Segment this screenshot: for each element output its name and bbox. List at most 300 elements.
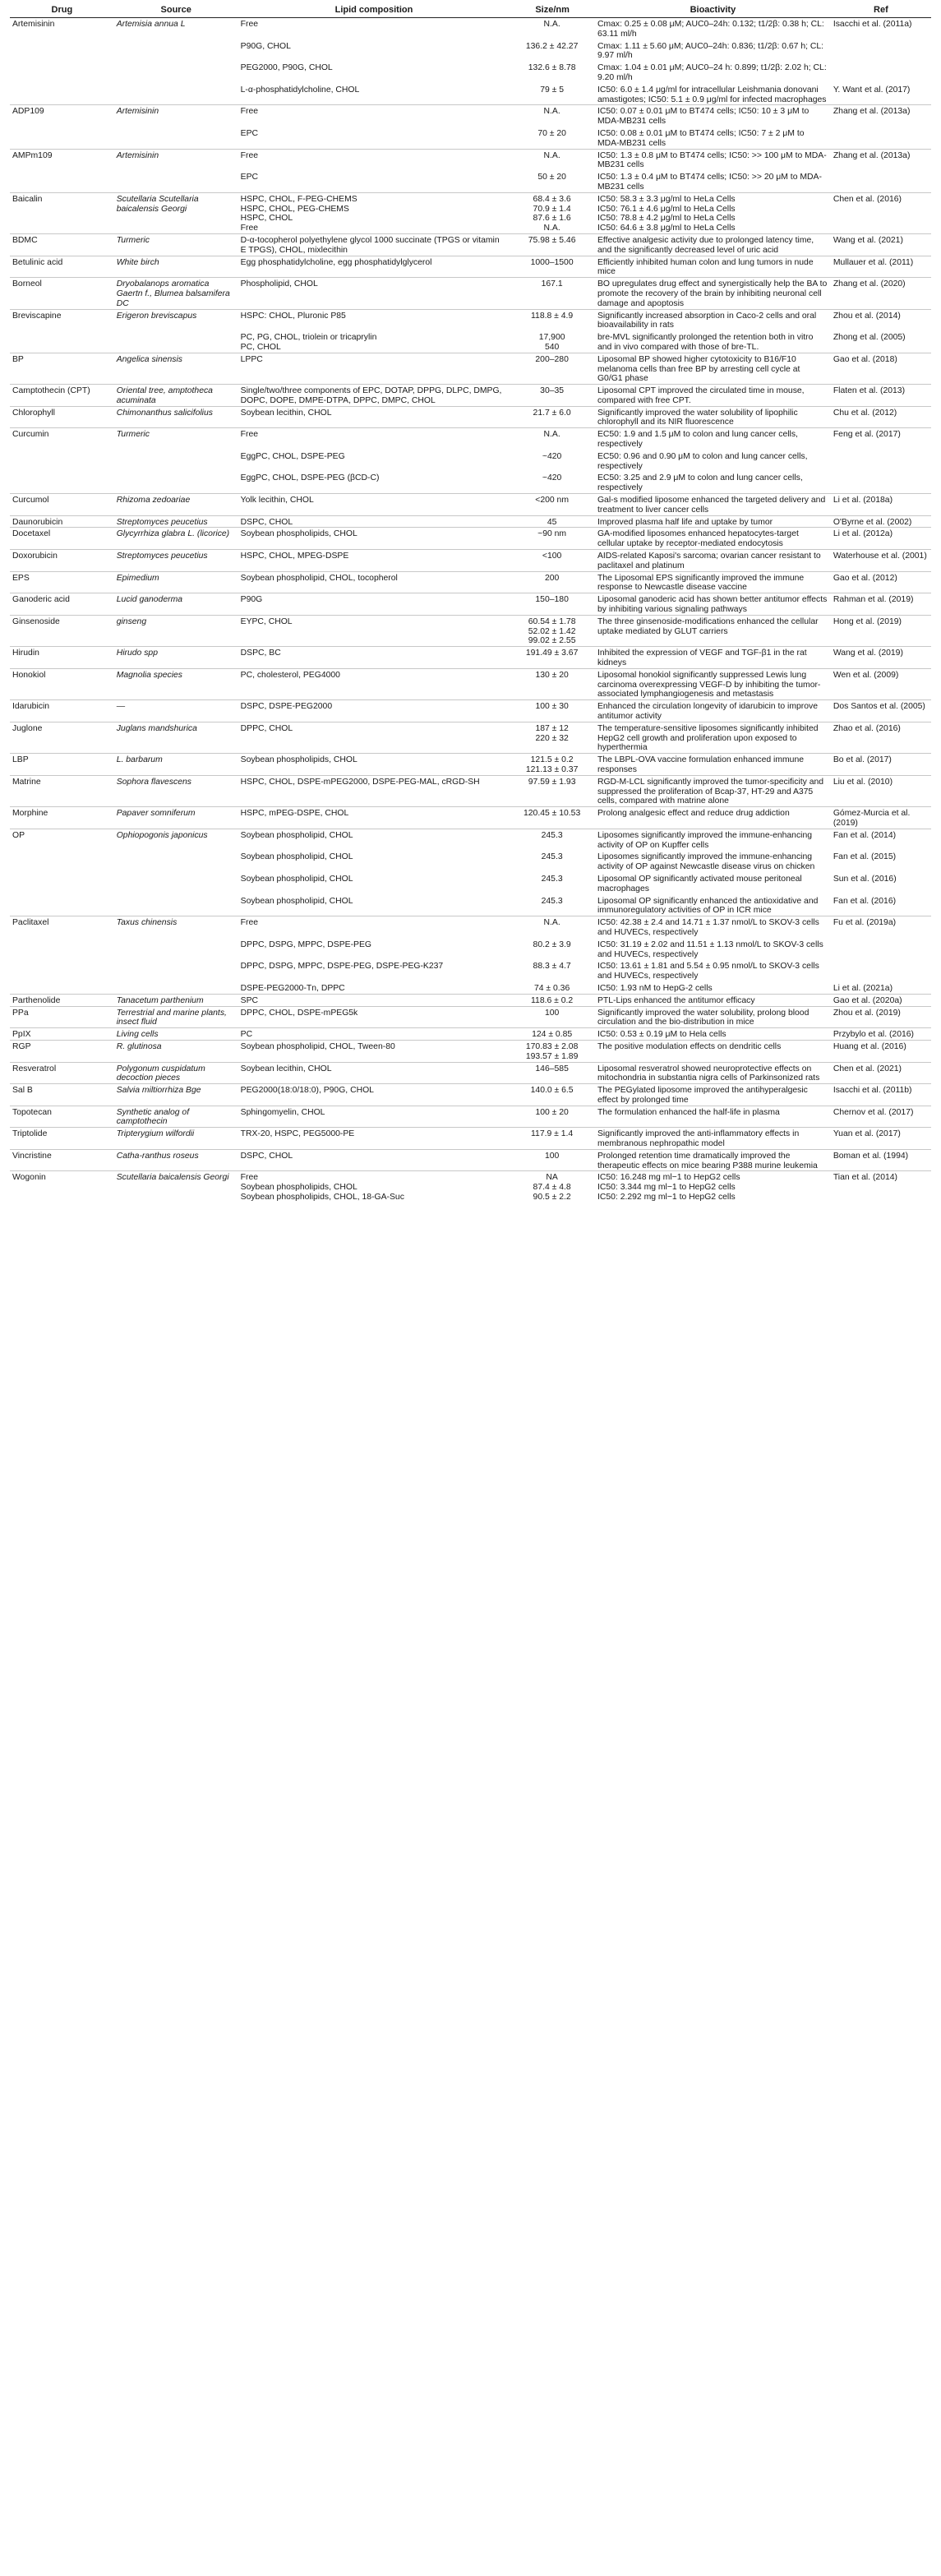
table-row	[10, 428, 931, 450]
table-row	[10, 494, 931, 516]
cell-ref	[831, 938, 931, 960]
table-row	[10, 1171, 931, 1203]
cell-drug: Curcumin	[10, 428, 114, 450]
table-row	[10, 233, 931, 256]
header-ref: Ref	[831, 2, 931, 18]
cell-lipid-composition: Free	[238, 428, 510, 450]
cell-drug	[10, 330, 114, 353]
cell-lipid-composition: EPC	[240, 128, 259, 138]
cell-bioactivity: The positive modulation effects on dendritic cells	[595, 1040, 831, 1062]
cell-lipid-composition: DPPC, CHOL	[238, 722, 510, 753]
cell-bioactivity: PTL-Lips enhanced the antitumor efficacy	[595, 994, 831, 1006]
cell-ref: Li et al. (2021a)	[833, 983, 893, 993]
cell-lipid-composition: DPPC, DSPG, MPPC, DSPE-PEG	[240, 939, 371, 949]
cell-source	[114, 894, 238, 916]
cell-source: White birch	[114, 256, 238, 278]
cell-source	[114, 83, 238, 105]
cell-source: Polygonum cuspidatum decoction pieces	[114, 1062, 238, 1084]
cell-size	[510, 615, 595, 646]
cell-bioactivity	[595, 1171, 831, 1203]
cell-ref	[831, 471, 931, 493]
cell-ref: Dos Santos et al. (2005)	[831, 700, 931, 722]
cell-source: Tanacetum parthenium	[114, 994, 238, 1006]
cell-ref: Isacchi et al. (2011a)	[831, 18, 931, 39]
cell-lipid-composition: Soybean phospholipids, CHOL	[238, 528, 510, 550]
cell-lipid-composition: DSPC, BC	[238, 647, 510, 669]
cell-size-line: 220 ± 32	[535, 733, 569, 743]
cell-bioactivity: Effective analgesic activity due to prolonged latency time, and the significantly decreased level of uric acid	[595, 233, 831, 256]
table-row	[10, 353, 931, 384]
cell-lipid-composition: Soybean lecithin, CHOL	[238, 406, 510, 428]
cell-drug	[10, 39, 114, 62]
table-row	[10, 1062, 931, 1084]
cell-size-line: 193.57 ± 1.89	[525, 1051, 579, 1061]
cell-drug: Camptothecin (CPT)	[10, 385, 114, 407]
cell-ref: Wen et al. (2009)	[831, 668, 931, 699]
cell-ref: Fan et al. (2016)	[833, 896, 897, 906]
cell-lipid-composition: Free	[238, 18, 510, 39]
cell-lipid-composition-line: HSPC, CHOL, F-PEG-CHEMS	[240, 194, 357, 204]
table-row	[10, 256, 931, 278]
cell-source: Epimedium	[114, 571, 238, 593]
cell-size	[510, 722, 595, 753]
cell-lipid-composition: EYPC, CHOL	[238, 615, 510, 646]
cell-drug: Hirudin	[10, 647, 114, 669]
cell-source: Catha-ranthus roseus	[114, 1149, 238, 1171]
cell-source: Ophiopogonis japonicus	[114, 829, 238, 850]
cell-size: 97.59 ± 1.93	[510, 775, 595, 806]
cell-drug: Morphine	[10, 807, 114, 829]
cell-source: Terrestrial and marine plants, insect fluid	[114, 1006, 238, 1028]
cell-size: 50 ± 20	[537, 173, 566, 182]
cell-bioactivity: Enhanced the circulation longevity of idarubicin to improve antitumor activity	[595, 700, 831, 722]
cell-size: 140.0 ± 6.5	[510, 1084, 595, 1106]
cell-bioactivity: Significantly improved the water solubility of lipophilic chlorophyll and its NIR fluorescence	[595, 406, 831, 428]
cell-lipid-composition: EPC	[240, 173, 259, 182]
cell-bioactivity-line: IC50: 2.292 mg ml−1 to HepG2 cells	[597, 1193, 736, 1203]
table-row	[10, 754, 931, 776]
cell-size: 132.6 ± 8.78	[528, 63, 576, 73]
cell-lipid-composition: EggPC, CHOL, DSPE-PEG	[240, 451, 345, 461]
cell-size: ~90 nm	[510, 528, 595, 550]
cell-size-line: 90.5 ± 2.2	[533, 1193, 571, 1203]
cell-size	[510, 192, 595, 233]
cell-source: Streptomyces peucetius	[114, 515, 238, 528]
cell-drug: Ganoderic acid	[10, 593, 114, 616]
cell-drug: Daunorubicin	[10, 515, 114, 528]
table-row	[10, 406, 931, 428]
cell-size-line: 87.6 ± 1.6	[533, 214, 571, 224]
cell-lipid-composition: Free	[238, 916, 510, 938]
cell-size: N.A.	[510, 916, 595, 938]
cell-ref: Zhang et al. (2013a)	[831, 149, 931, 170]
liposome-drug-table	[10, 2, 931, 1203]
cell-source	[114, 127, 238, 149]
cell-lipid-composition: Soybean phospholipid, CHOL	[238, 829, 510, 850]
cell-lipid-composition: HSPC, CHOL, DSPE-mPEG2000, DSPE-PEG-MAL, cRGD-SH	[238, 775, 510, 806]
cell-size-line: NA	[546, 1173, 558, 1183]
cell-source: Artemisinin	[114, 149, 238, 170]
cell-ref: Gao et al. (2020a)	[831, 994, 931, 1006]
cell-source: R. glutinosa	[114, 1040, 238, 1062]
cell-lipid-composition: DSPE-PEG2000-Tn, DPPC	[240, 983, 345, 993]
cell-lipid-composition: D-α-tocopherol polyethylene glycol 1000 succinate (TPGS or vitamin E TPGS), CHOL, mixlecithin	[238, 233, 510, 256]
cell-drug: Matrine	[10, 775, 114, 806]
cell-bioactivity: IC50: 0.53 ± 0.19 μM to Hela cells	[595, 1028, 831, 1041]
cell-drug: Idarubicin	[10, 700, 114, 722]
cell-bioactivity: Liposomal OP significantly enhanced the antioxidative and immunoregulatory activities of OP in ICR mice	[597, 896, 819, 916]
cell-size: 80.2 ± 3.9	[533, 939, 571, 949]
cell-size-line: 87.4 ± 4.8	[533, 1183, 571, 1193]
cell-ref: Zhang et al. (2013a)	[831, 105, 931, 127]
cell-drug: ADP109	[10, 105, 114, 127]
table-row	[10, 593, 931, 616]
table-row	[10, 192, 931, 233]
cell-ref: Hong et al. (2019)	[831, 615, 931, 646]
cell-bioactivity: IC50: 13.61 ± 1.81 and 5.54 ± 0.95 nmol/L to SKOV-3 cells and HUVECs, respectively	[597, 962, 819, 981]
header-source: Source	[114, 2, 238, 18]
cell-ref: Zhong et al. (2005)	[833, 333, 906, 343]
cell-source: Rhizoma zedoariae	[114, 494, 238, 516]
cell-lipid-composition: Free	[238, 105, 510, 127]
table-row	[10, 1106, 931, 1128]
cell-lipid-composition: DSPC, CHOL	[238, 1149, 510, 1171]
cell-ref: Wang et al. (2019)	[831, 647, 931, 669]
table-row	[10, 981, 931, 994]
cell-drug: EPS	[10, 571, 114, 593]
cell-lipid-composition: EggPC, CHOL, DSPE-PEG (βCD-C)	[240, 473, 380, 483]
cell-size-line: 68.4 ± 3.6	[533, 194, 571, 204]
cell-lipid-composition: Free	[238, 149, 510, 170]
cell-lipid-composition: DPPC, DSPG, MPPC, DSPE-PEG, DSPE-PEG-K237	[240, 962, 444, 972]
table-row	[10, 1040, 931, 1062]
cell-lipid-composition: PC	[238, 1028, 510, 1041]
table-row	[10, 829, 931, 850]
cell-lipid-composition: PC, cholesterol, PEG4000	[238, 668, 510, 699]
cell-size: 70 ± 20	[537, 128, 566, 138]
cell-size-line: 70.9 ± 1.4	[533, 204, 571, 214]
cell-drug: RGP	[10, 1040, 114, 1062]
cell-bioactivity: Liposomal ganoderic acid has shown better antitumor effects by inhibiting various signaling pathways	[595, 593, 831, 616]
cell-lipid-composition: LPPC	[238, 353, 510, 384]
cell-lipid-composition	[238, 192, 510, 233]
cell-bioactivity-line: IC50: 78.8 ± 4.2 μg/ml to HeLa Cells	[597, 214, 736, 224]
table-row	[10, 959, 931, 981]
cell-size: 100 ± 30	[510, 700, 595, 722]
cell-bioactivity	[595, 192, 831, 233]
cell-bioactivity: EC50: 1.9 and 1.5 μM to colon and lung cancer cells, respectively	[595, 428, 831, 450]
table-row	[10, 149, 931, 170]
cell-size-line: 60.54 ± 1.78	[528, 616, 576, 626]
cell-source	[114, 170, 238, 192]
table-header	[10, 2, 931, 18]
cell-drug: BDMC	[10, 233, 114, 256]
cell-bioactivity-line: IC50: 76.1 ± 4.6 μg/ml to HeLa Cells	[597, 204, 736, 214]
cell-bioactivity: The temperature-sensitive liposomes significantly inhibited HepG2 cell growth and proliferation upon exposed to hyperthermia	[595, 722, 831, 753]
cell-size: 100	[510, 1149, 595, 1171]
table-row	[10, 61, 931, 83]
cell-ref: Zhao et al. (2016)	[831, 722, 931, 753]
cell-drug: BP	[10, 353, 114, 384]
cell-source: Scutellaria baicalensis Georgi	[114, 1171, 238, 1203]
cell-size: 120.45 ± 10.53	[510, 807, 595, 829]
cell-drug: Wogonin	[10, 1171, 114, 1203]
cell-size-line: 187 ± 12	[535, 723, 569, 733]
cell-source: Dryobalanops aromatica Gaertn f., Blumea balsamifera DC	[114, 278, 238, 309]
table-row	[10, 278, 931, 309]
table-row	[10, 668, 931, 699]
cell-size	[510, 330, 595, 353]
cell-source: Angelica sinensis	[114, 353, 238, 384]
cell-ref: O'Byrne et al. (2002)	[831, 515, 931, 528]
cell-bioactivity-line: IC50: 3.344 mg ml−1 to HepG2 cells	[597, 1183, 736, 1193]
cell-drug: Topotecan	[10, 1106, 114, 1128]
cell-size-line: 121.5 ± 0.2	[530, 755, 574, 765]
cell-drug	[10, 170, 114, 192]
cell-source	[114, 959, 238, 981]
cell-ref: Flaten et al. (2013)	[831, 385, 931, 407]
cell-size: 74 ± 0.36	[533, 983, 570, 993]
cell-ref: Gao et al. (2012)	[831, 571, 931, 593]
cell-size: 245.3	[541, 852, 563, 862]
table-row	[10, 83, 931, 105]
cell-lipid-composition: TRX-20, HSPC, PEG5000-PE	[238, 1128, 510, 1150]
cell-bioactivity: The three ginsenoside-modifications enhanced the cellular uptake mediated by GLUT carriers	[595, 615, 831, 646]
cell-drug: Docetaxel	[10, 528, 114, 550]
cell-bioactivity: The PEGylated liposome improved the antihyperalgesic effect by prolonged time	[595, 1084, 831, 1106]
cell-source: Erigeron breviscapus	[114, 309, 238, 330]
cell-drug	[10, 471, 114, 493]
table-container	[0, 0, 941, 1203]
cell-ref	[831, 61, 931, 83]
cell-bioactivity: Liposomes significantly improved the immune-enhancing activity of OP against Newcastle disease virus on chicken	[597, 852, 815, 872]
table-row	[10, 807, 931, 829]
table-row	[10, 528, 931, 550]
cell-lipid-composition-line: Soybean phospholipids, CHOL, 18-GA-Suc	[240, 1193, 404, 1203]
cell-size: 136.2 ± 42.27	[525, 41, 579, 51]
cell-ref: Rahman et al. (2019)	[831, 593, 931, 616]
cell-size-line: 99.02 ± 2.55	[528, 636, 576, 646]
cell-ref: Zhou et al. (2019)	[831, 1006, 931, 1028]
cell-source: Synthetic analog of camptothecin	[114, 1106, 238, 1128]
cell-bioactivity-line: IC50: 16.248 mg ml−1 to HepG2 cells	[597, 1173, 740, 1183]
cell-drug: PPa	[10, 1006, 114, 1028]
cell-size: 118.8 ± 4.9	[510, 309, 595, 330]
cell-drug: Borneol	[10, 278, 114, 309]
cell-lipid-composition-line: PC, CHOL	[240, 342, 281, 352]
header-lipid-composition: Lipid composition	[238, 2, 510, 18]
cell-size: 200–280	[510, 353, 595, 384]
cell-bioactivity-line: IC50: 64.6 ± 3.8 μg/ml to HeLa Cells	[597, 224, 736, 233]
cell-bioactivity: The Liposomal EPS significantly improved the immune response to Newcastle disease vaccine	[595, 571, 831, 593]
cell-size: 167.1	[510, 278, 595, 309]
cell-drug	[10, 450, 114, 472]
table-row	[10, 615, 931, 646]
cell-size: 146–585	[510, 1062, 595, 1084]
cell-ref: Bo et al. (2017)	[831, 754, 931, 776]
cell-source: Oriental tree, amptotheca acuminata	[114, 385, 238, 407]
table-row	[10, 571, 931, 593]
table-row	[10, 450, 931, 472]
cell-ref: Huang et al. (2016)	[831, 1040, 931, 1062]
cell-ref: Li et al. (2012a)	[831, 528, 931, 550]
cell-lipid-composition	[238, 1171, 510, 1203]
cell-ref: Fu et al. (2019a)	[831, 916, 931, 938]
cell-size	[510, 754, 595, 776]
table-row	[10, 385, 931, 407]
cell-size: 21.7 ± 6.0	[510, 406, 595, 428]
cell-lipid-composition-line: Free	[240, 1173, 259, 1183]
cell-size-line: 121.13 ± 0.37	[525, 764, 579, 774]
cell-source: ginseng	[114, 615, 238, 646]
cell-ref: Tian et al. (2014)	[831, 1171, 931, 1203]
cell-ref: Fan et al. (2015)	[833, 852, 897, 862]
cell-source	[114, 981, 238, 994]
table-row	[10, 1028, 931, 1041]
cell-lipid-composition: PEG2000(18:0/18:0), P90G, CHOL	[238, 1084, 510, 1106]
table-row	[10, 1084, 931, 1106]
cell-source: Artemisinin	[114, 105, 238, 127]
cell-size: 1000–1500	[510, 256, 595, 278]
cell-ref	[831, 450, 931, 472]
cell-ref: Chen et al. (2021)	[831, 1062, 931, 1084]
cell-ref: Gao et al. (2018)	[831, 353, 931, 384]
cell-bioactivity: Liposomal OP significantly activated mouse peritoneal macrophages	[597, 874, 802, 893]
cell-source: Juglans mandshurica	[114, 722, 238, 753]
cell-bioactivity: AIDS-related Kaposi's sarcoma; ovarian cancer resistant to paclitaxel and platinum	[595, 550, 831, 572]
cell-size: 79 ± 5	[540, 85, 565, 95]
cell-size: 100	[510, 1006, 595, 1028]
cell-drug: Chlorophyll	[10, 406, 114, 428]
cell-drug	[10, 850, 114, 872]
cell-size-line: N.A.	[543, 224, 560, 233]
cell-bioactivity: Significantly increased absorption in Caco-2 cells and oral bioavailability in rats	[595, 309, 831, 330]
cell-size: 117.9 ± 1.4	[510, 1128, 595, 1150]
cell-lipid-composition-line: Free	[240, 224, 259, 233]
cell-size: N.A.	[510, 105, 595, 127]
cell-size: 150–180	[510, 593, 595, 616]
cell-bioactivity: Gal-s modified liposome enhanced the targeted delivery and treatment to liver cancer cells	[595, 494, 831, 516]
cell-lipid-composition: Yolk lecithin, CHOL	[238, 494, 510, 516]
cell-source	[114, 850, 238, 872]
header-bioactivity: Bioactivity	[595, 2, 831, 18]
cell-drug: Paclitaxel	[10, 916, 114, 938]
cell-size: 75.98 ± 5.46	[510, 233, 595, 256]
cell-ref: Feng et al. (2017)	[831, 428, 931, 450]
cell-drug	[10, 127, 114, 149]
cell-lipid-composition: HSPC: CHOL, Pluronic P85	[238, 309, 510, 330]
cell-ref: Liu et al. (2010)	[831, 775, 931, 806]
cell-drug: Artemisinin	[10, 18, 114, 39]
table-row	[10, 1128, 931, 1150]
cell-bioactivity: Liposomal CPT improved the circulated time in mouse, compared with free CPT.	[595, 385, 831, 407]
cell-size: 100 ± 20	[510, 1106, 595, 1128]
cell-size: N.A.	[510, 18, 595, 39]
cell-ref: Wang et al. (2021)	[831, 233, 931, 256]
cell-bioactivity: The LBPL-OVA vaccine formulation enhanced immune responses	[595, 754, 831, 776]
table-row	[10, 309, 931, 330]
cell-drug: Sal B	[10, 1084, 114, 1106]
cell-ref: Zhang et al. (2020)	[831, 278, 931, 309]
table-row	[10, 1006, 931, 1028]
cell-lipid-composition: Soybean lecithin, CHOL	[238, 1062, 510, 1084]
cell-lipid-composition: Single/two/three components of EPC, DOTAP, DPPG, DLPC, DMPG, DOPC, DOPE, DMPE-DTPA, DPPC, DMPC, CHOL	[238, 385, 510, 407]
table-row	[10, 18, 931, 39]
cell-size: <100	[510, 550, 595, 572]
cell-lipid-composition: Soybean phospholipid, CHOL, tocopherol	[238, 571, 510, 593]
cell-bioactivity: Cmax: 0.25 ± 0.08 μM; AUC0–24h: 0.132; t1/2β: 0.38 h; CL: 63.11 ml/h	[595, 18, 831, 39]
cell-drug: Curcumol	[10, 494, 114, 516]
cell-bioactivity: IC50: 1.93 nM to HepG-2 cells	[597, 983, 713, 993]
cell-bioactivity: The formulation enhanced the half-life in plasma	[595, 1106, 831, 1128]
cell-drug	[10, 981, 114, 994]
table-row	[10, 775, 931, 806]
cell-drug: Breviscapine	[10, 309, 114, 330]
cell-lipid-composition: PEG2000, P90G, CHOL	[240, 63, 333, 73]
cell-drug	[10, 938, 114, 960]
cell-lipid-composition-line: HSPC, CHOL, PEG-CHEMS	[240, 204, 349, 214]
header-row	[10, 2, 931, 18]
cell-source: Tripterygium wilfordii	[114, 1128, 238, 1150]
cell-ref: Yuan et al. (2017)	[831, 1128, 931, 1150]
cell-lipid-composition: DPPC, CHOL, DSPE-mPEG5k	[238, 1006, 510, 1028]
cell-lipid-composition: L-α-phosphatidylcholine, CHOL	[240, 85, 360, 95]
cell-lipid-composition: Phospholipid, CHOL	[238, 278, 510, 309]
table-body	[10, 18, 931, 1203]
cell-source: Artemisia annua L	[114, 18, 238, 39]
cell-ref: Isacchi et al. (2011b)	[831, 1084, 931, 1106]
cell-lipid-composition	[238, 330, 510, 353]
cell-ref: Chen et al. (2016)	[831, 192, 931, 233]
cell-size	[510, 1040, 595, 1062]
cell-drug: Ginsenoside	[10, 615, 114, 646]
cell-source: Lucid ganoderma	[114, 593, 238, 616]
cell-lipid-composition: Soybean phospholipid, CHOL	[240, 896, 353, 906]
cell-bioactivity: Significantly improved the water solubility, prolong blood circulation and the bio-distribution in mice	[595, 1006, 831, 1028]
cell-ref: Zhou et al. (2014)	[831, 309, 931, 330]
cell-size: 124 ± 0.85	[510, 1028, 595, 1041]
cell-source	[114, 39, 238, 62]
cell-bioactivity: Cmax: 1.04 ± 0.01 μM; AUC0–24 h: 0.899; t1/2β: 2.02 h; CL: 9.20 ml/h	[597, 63, 827, 82]
cell-bioactivity: Liposomal BP showed higher cytotoxicity to B16/F10 melanoma cells than free BP by arresting cell cycle at G0/G1 phase	[595, 353, 831, 384]
cell-ref: Boman et al. (1994)	[831, 1149, 931, 1171]
cell-bioactivity: Prolong analgesic effect and reduce drug addiction	[595, 807, 831, 829]
cell-drug	[10, 959, 114, 981]
table-row	[10, 722, 931, 753]
table-row	[10, 1149, 931, 1171]
cell-size: ~420	[542, 473, 562, 483]
cell-source: Turmeric	[114, 428, 238, 450]
cell-bioactivity-line: IC50: 58.3 ± 3.3 μg/ml to HeLa Cells	[597, 194, 736, 204]
cell-source: Salvia miltiorrhiza Bge	[114, 1084, 238, 1106]
cell-source	[114, 330, 238, 353]
cell-ref: Fan et al. (2014)	[831, 829, 931, 850]
cell-size: 88.3 ± 4.7	[533, 962, 571, 972]
cell-lipid-composition: DSPC, CHOL	[238, 515, 510, 528]
cell-size: ~420	[542, 451, 562, 461]
cell-size-line: 540	[544, 342, 560, 352]
cell-ref: Sun et al. (2016)	[833, 874, 897, 884]
cell-source: Scutellaria Scutellaria baicalensis Georgi	[114, 192, 238, 233]
table-row	[10, 170, 931, 192]
cell-bioactivity: Liposomal resveratrol showed neuroprotective effects on mitochondria in substantia nigra cells of Parkinsonized rats	[595, 1062, 831, 1084]
header-size: Size/nm	[510, 2, 595, 18]
cell-source	[114, 450, 238, 472]
cell-lipid-composition: Sphingomyelin, CHOL	[238, 1106, 510, 1128]
cell-ref	[831, 39, 931, 62]
cell-source: L. barbarum	[114, 754, 238, 776]
cell-drug	[10, 872, 114, 894]
